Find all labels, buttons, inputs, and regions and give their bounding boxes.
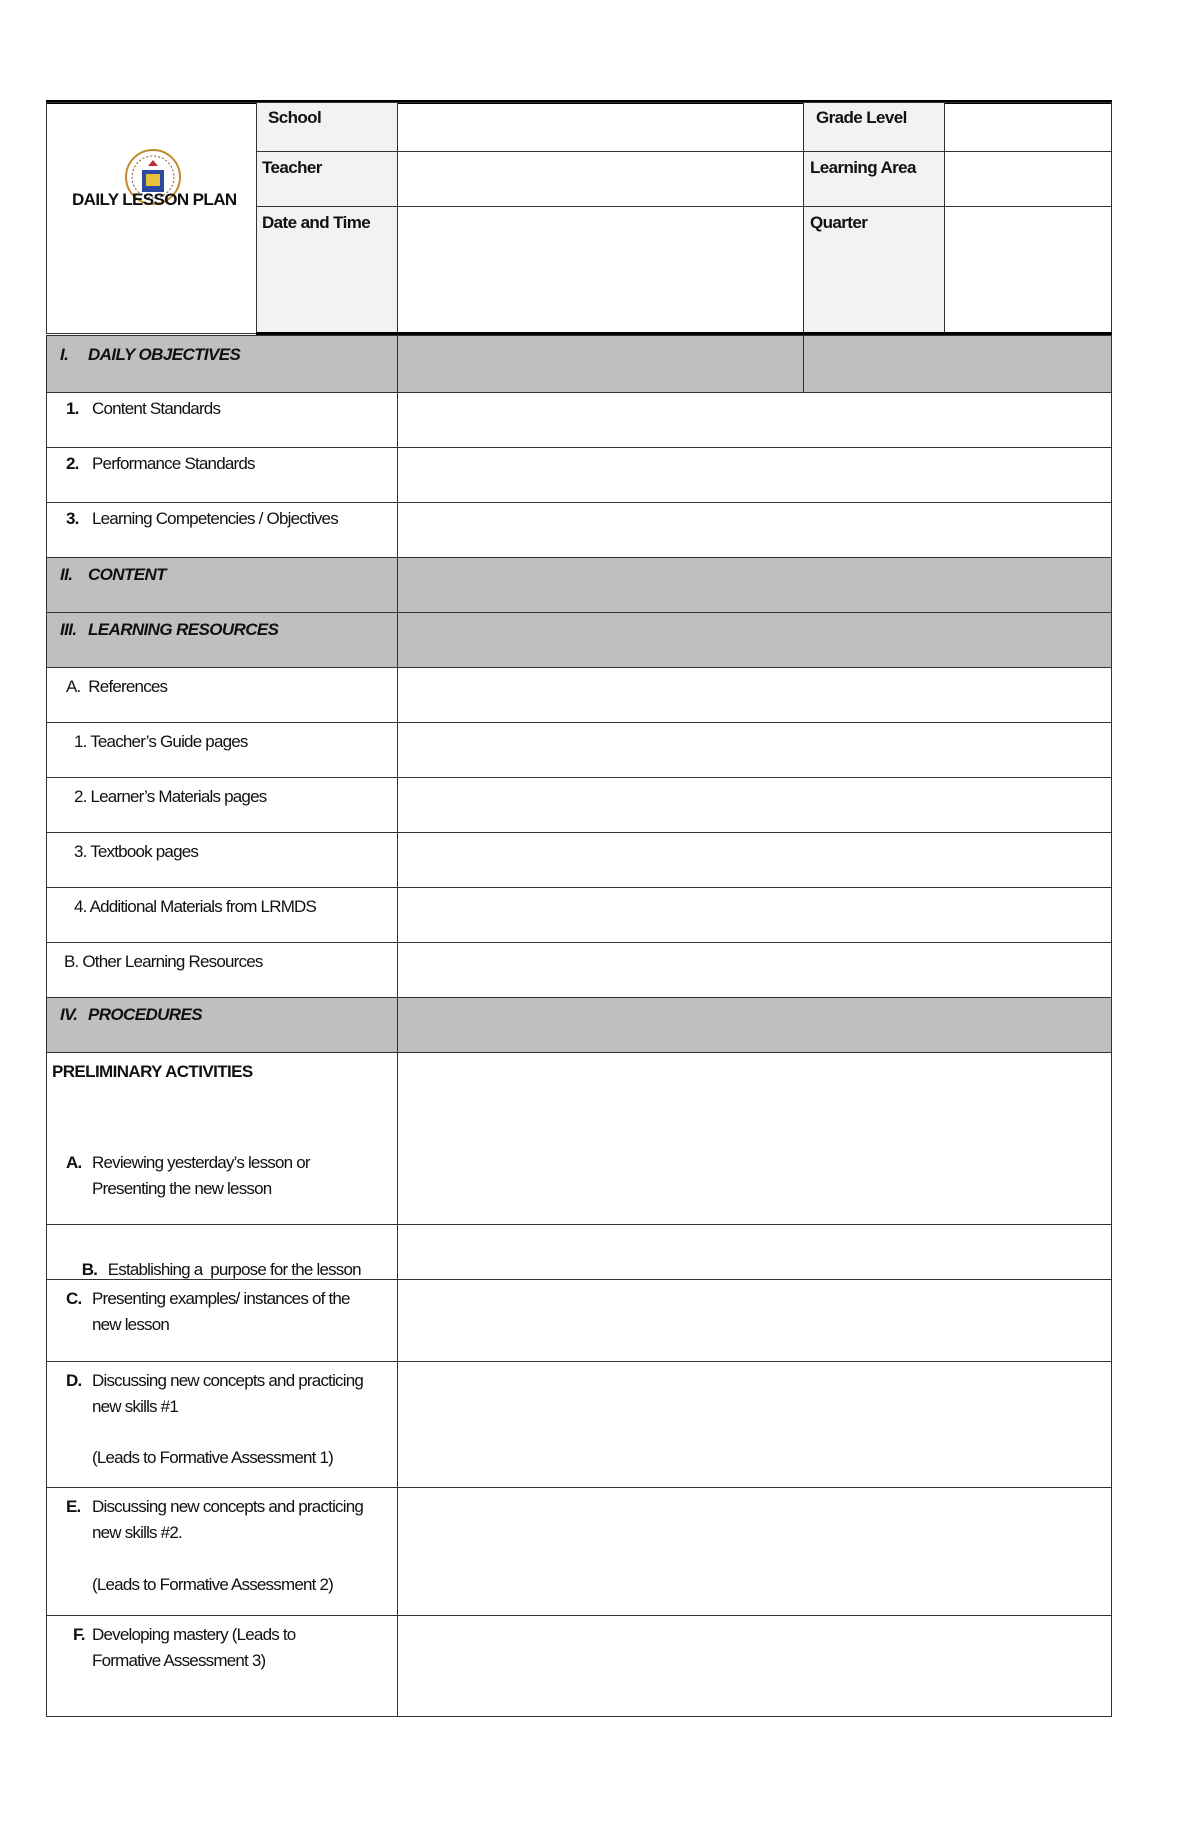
teacher-field[interactable]: [397, 151, 804, 207]
school-field[interactable]: [397, 102, 804, 152]
quarter-field[interactable]: [944, 206, 1112, 334]
content-standards-field[interactable]: [397, 392, 1112, 448]
quarter-label: Quarter: [810, 213, 868, 232]
resource-row-additional-materials: 4. Additional Materials from LRMDS: [74, 897, 317, 916]
teacher-label: Teacher: [262, 158, 322, 177]
grade-level-field[interactable]: [944, 102, 1112, 152]
content-field[interactable]: [397, 557, 1112, 613]
resource-row-teachers-guide: 1. Teacher’s Guide pages: [74, 732, 248, 751]
procedure-row-f: F. Developing mastery (Leads to Formative Assessment 3): [73, 1625, 296, 1670]
date-time-label: Date and Time: [262, 213, 371, 232]
learners-materials-field[interactable]: [397, 777, 1112, 833]
resource-row-learners-materials: 2. Learner’s Materials pages: [74, 787, 267, 806]
procedure-d-field[interactable]: [397, 1361, 1112, 1488]
additional-materials-field[interactable]: [397, 887, 1112, 943]
objectives-header-fill-right: [803, 335, 1112, 393]
procedures-header-fill: [397, 997, 1112, 1053]
procedure-e-field[interactable]: [397, 1487, 1112, 1616]
learning-area-label: Learning Area: [810, 158, 916, 177]
references-field[interactable]: [397, 667, 1112, 723]
procedure-e-note: (Leads to Formative Assessment 2): [92, 1575, 333, 1594]
section-content-title: II. CONTENT: [60, 565, 166, 584]
school-label: School: [268, 108, 322, 127]
learning-competencies-field[interactable]: [397, 502, 1112, 558]
procedure-row-d: D. Discussing new concepts and practicing new skills #1: [66, 1371, 364, 1416]
section-resources-title: III. LEARNING RESOURCES: [60, 620, 279, 639]
other-resources-field[interactable]: [397, 942, 1112, 998]
procedure-b-field[interactable]: [397, 1224, 1112, 1280]
objectives-header-fill: [397, 335, 804, 393]
procedure-d-note: (Leads to Formative Assessment 1): [92, 1448, 333, 1467]
procedure-row-c: C. Presenting examples/ instances of the new lesson: [66, 1289, 350, 1334]
objective-row-performance-standards: 2. Performance Standards: [66, 454, 255, 473]
title-cell: [46, 102, 258, 334]
date-time-field[interactable]: [397, 206, 804, 334]
section-procedures-title: IV. PROCEDURES: [60, 1005, 202, 1024]
grade-level-label: Grade Level: [816, 108, 907, 127]
procedure-f-field[interactable]: [397, 1615, 1112, 1717]
resources-header-fill: [397, 612, 1112, 668]
procedure-a-field[interactable]: [397, 1052, 1112, 1225]
section-objectives-title: I. DAILY OBJECTIVES: [60, 345, 241, 364]
teachers-guide-field[interactable]: [397, 722, 1112, 778]
page-title: DAILY LESSON PLAN: [72, 190, 237, 209]
preliminary-activities-label: PRELIMINARY ACTIVITIES: [52, 1062, 253, 1081]
resource-row-other-resources: B. Other Learning Resources: [64, 952, 263, 971]
objective-row-learning-competencies: 3. Learning Competencies / Objectives: [66, 509, 338, 528]
resource-row-references: A. References: [66, 677, 168, 696]
procedure-row-b: B. Establishing a purpose for the lesson: [81, 1260, 361, 1279]
resource-row-textbook-pages: 3. Textbook pages: [74, 842, 199, 861]
performance-standards-field[interactable]: [397, 447, 1112, 503]
learning-area-field[interactable]: [944, 151, 1112, 207]
textbook-pages-field[interactable]: [397, 832, 1112, 888]
procedure-c-field[interactable]: [397, 1279, 1112, 1362]
procedure-row-a: A. Reviewing yesterday’s lesson or Presenting the new lesson: [66, 1153, 310, 1198]
procedure-row-e: E. Discussing new concepts and practicing new skills #2.: [66, 1497, 364, 1542]
objective-row-content-standards: 1. Content Standards: [66, 399, 221, 418]
